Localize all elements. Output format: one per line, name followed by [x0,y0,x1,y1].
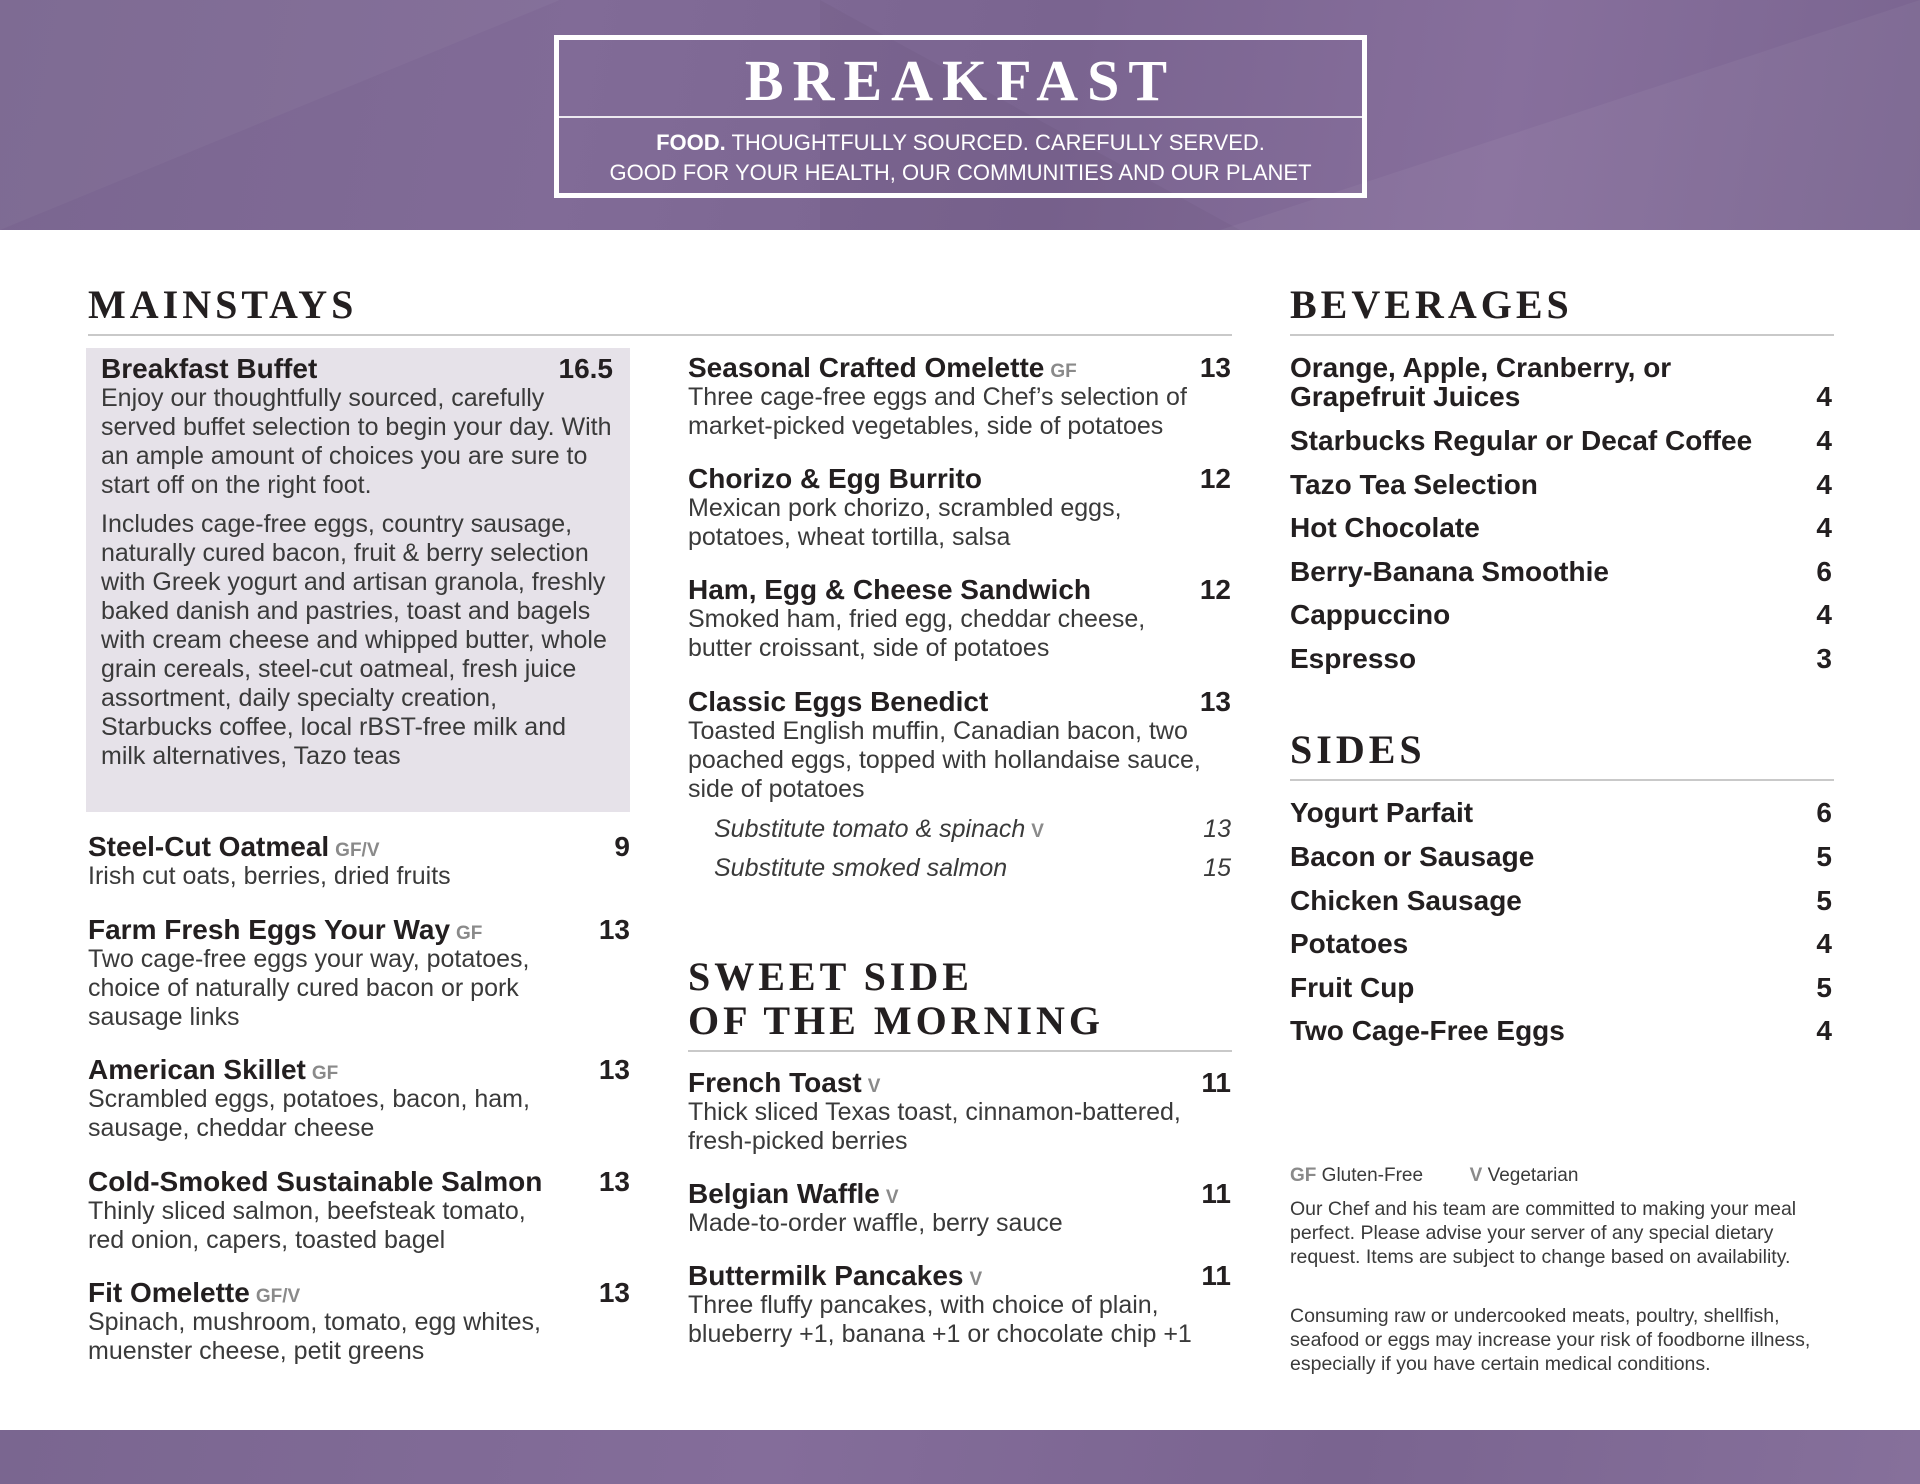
tagline-rest: THOUGHTFULLY SOURCED. CAREFULLY SERVED. [725,130,1265,155]
item-name: Cold-Smoked Sustainable Salmon [88,1166,543,1197]
side-item [1290,842,1832,871]
item-description: Toasted English muffin, Canadian bacon, two poached eggs, topped with hollandaise sauce, side of potatoes [688,717,1201,803]
item-description-includes: Includes cage-free eggs, country sausage, naturally cured bacon, fruit & berry selection with Greek yogurt and artisan granola, freshly baked danish and pastries, toast and bagels with cream cheese and whipped butter, whole grain cereals, steel-cut oatmeal, fresh juice assortment, daily specialty creation, Starbucks coffee, local rBST-free milk and milk alternatives, Tazo teas [101,510,607,770]
item-name: Classic Eggs Benedict [688,686,989,717]
side-item [1290,798,1832,827]
side-price: 5 [1816,841,1832,872]
beverage-name [1290,353,1671,411]
page-title: BREAKFAST [744,48,1177,113]
beverage-name: Tazo Tea Selection [1290,469,1538,500]
menu-item [88,1167,630,1255]
item-description: Made-to-order waffle, berry sauce [688,1209,1063,1237]
section-title-sides: SIDES [1290,727,1426,772]
beverage-price: 3 [1816,643,1832,674]
item-price: 12 [1199,463,1231,494]
section-rule-beverages [1290,334,1834,336]
menu-item [688,575,1231,663]
substitution-name: Substitute smoked salmon [714,854,1008,882]
beverage-name: Hot Chocolate [1290,512,1480,543]
dietary-tag: V [1031,821,1044,842]
item-description: Thick sliced Texas toast, cinnamon-battered, fresh-picked berries [688,1098,1181,1155]
item-price: 13 [1199,686,1231,717]
item-name: Seasonal Crafted Omelette [688,352,1045,383]
beverage-name: Cappuccino [1290,599,1451,630]
side-price: 4 [1816,1015,1832,1046]
item-description: Irish cut oats, berries, dried fruits [88,862,451,890]
menu-item [688,687,1231,804]
dietary-tag: V [885,1187,899,1208]
menu-item [88,1055,630,1143]
item-name: Fit Omelette [88,1277,250,1308]
beverage-item [1290,513,1832,542]
menu-item [688,1179,1231,1238]
section-rule-sweet-side [688,1050,1232,1052]
title-divider [559,116,1362,118]
substitution-option [714,815,1231,846]
item-description: Spinach, mushroom, tomato, egg whites, muenster cheese, petit greens [88,1308,542,1365]
substitution-price: 15 [1203,854,1231,882]
menu-item [688,353,1231,441]
beverage-name: Starbucks Regular or Decaf Coffee [1290,425,1753,456]
item-name: Chorizo & Egg Burrito [688,463,982,494]
menu-item-breakfast-buffet [101,354,613,771]
menu-item [688,1068,1231,1156]
legend-key-v: V [1469,1165,1483,1186]
item-name: Belgian Waffle [688,1178,880,1209]
item-name: American Skillet [88,1054,306,1085]
beverage-item [1290,426,1832,455]
footer-banner [0,1430,1920,1484]
item-description: Smoked ham, fried egg, cheddar cheese, butter croissant, side of potatoes [688,605,1146,662]
beverage-price: 4 [1816,425,1832,456]
section-title-beverages: BEVERAGES [1290,282,1573,327]
dietary-tag: V [969,1269,983,1290]
chef-note: Our Chef and his team are committed to making your meal perfect. Please advise your server of any special dietary request. Items are subject to change based on availability. [1290,1198,1797,1268]
dietary-tag: V [867,1076,881,1097]
dietary-tag: GF [311,1063,339,1084]
beverage-item [1290,600,1832,629]
section-title-line-2: OF THE MORNING [688,998,1105,1043]
item-description: Scrambled eggs, potatoes, bacon, ham, sausage, cheddar cheese [88,1085,530,1142]
beverage-item [1290,557,1832,586]
side-price: 5 [1816,885,1832,916]
menu-item [688,1261,1231,1349]
item-description: Mexican pork chorizo, scrambled eggs, potatoes, wheat tortilla, salsa [688,494,1122,551]
beverage-name-line-2: Grapefruit Juices [1290,381,1521,412]
tagline [559,128,1362,188]
side-name: Bacon or Sausage [1290,841,1535,872]
legend-label-v: Vegetarian [1482,1165,1579,1186]
item-name: French Toast [688,1067,862,1098]
section-title-mainstays: MAINSTAYS [88,282,358,327]
side-item [1290,973,1832,1002]
item-description: Three cage-free eggs and Chef’s selection of market-picked vegetables, side of potatoes [688,383,1187,440]
item-price: 13 [1199,352,1231,383]
section-title-line-1: SWEET SIDE [688,954,973,999]
beverage-name: Berry-Banana Smoothie [1290,556,1609,587]
beverage-name-line-1: Orange, Apple, Cranberry, or [1290,352,1672,383]
tagline-bold: FOOD. [656,130,726,155]
menu-item [88,915,630,1032]
side-item [1290,929,1832,958]
beverage-item [1290,353,1832,411]
section-rule-sides [1290,779,1834,781]
item-name: Farm Fresh Eggs Your Way [88,914,451,945]
menu-item [88,1278,630,1366]
item-price: 11 [1201,1178,1231,1209]
item-price: 11 [1201,1260,1231,1291]
dietary-tag: GF [456,923,483,944]
item-name: Ham, Egg & Cheese Sandwich [688,574,1091,605]
legend-label-gf: Gluten-Free [1316,1165,1424,1186]
side-name: Two Cage-Free Eggs [1290,1015,1565,1046]
item-price: 13 [598,914,630,945]
side-name: Chicken Sausage [1290,885,1522,916]
title-frame [554,35,1367,198]
item-price: 16.5 [558,353,613,384]
dietary-tag: GF/V [255,1286,301,1307]
side-item [1290,1016,1832,1045]
dietary-tag: GF/V [335,840,380,861]
side-name: Fruit Cup [1290,972,1415,1003]
banner-facet [0,0,560,230]
menu-item [88,832,630,891]
side-name: Potatoes [1290,928,1409,959]
beverage-price: 4 [1816,599,1832,630]
side-price: 5 [1816,972,1832,1003]
section-title-sweet-side [688,955,1104,1043]
item-price: 13 [598,1054,630,1085]
beverage-item [1290,644,1832,673]
item-description: Three fluffy pancakes, with choice of plain, blueberry +1, banana +1 or chocolate chip +1 [688,1291,1192,1348]
substitution-price: 13 [1203,815,1231,843]
menu-item [688,464,1231,552]
substitution-option [714,854,1231,883]
dietary-tag: GF [1050,361,1077,382]
beverage-name: Espresso [1290,643,1417,674]
tagline-line-1 [559,128,1362,158]
item-name: Breakfast Buffet [101,353,318,384]
side-price: 6 [1816,797,1832,828]
beverage-price: 6 [1816,556,1832,587]
item-price: 13 [598,1277,630,1308]
beverage-price: 4 [1816,381,1832,412]
beverage-price: 4 [1816,512,1832,543]
item-description: Thinly sliced salmon, beefsteak tomato, red onion, capers, toasted bagel [88,1197,526,1254]
dietary-legend [1290,1164,1578,1188]
item-price: 12 [1199,574,1231,605]
side-item [1290,886,1832,915]
legend-key-gf: GF [1290,1165,1317,1186]
item-name: Steel-Cut Oatmeal [88,831,330,862]
header-banner [0,0,1920,230]
beverage-price: 4 [1816,469,1832,500]
section-rule-mainstays [88,334,1232,336]
side-price: 4 [1816,928,1832,959]
item-price: 9 [614,831,630,862]
item-description: Enjoy our thoughtfully sourced, carefully served buffet selection to begin your day. With an ample amount of choices you are sure to start off on the right foot. [101,384,612,499]
item-price: 13 [598,1166,630,1197]
beverage-item [1290,470,1832,499]
item-description: Two cage-free eggs your way, potatoes, choice of naturally cured bacon or pork sausage links [88,945,530,1031]
item-price: 11 [1201,1067,1231,1098]
food-safety-note: Consuming raw or undercooked meats, poultry, shellfish, seafood or eggs may increase your risk of foodborne illness, especially if you have certain medical conditions. [1290,1305,1811,1375]
tagline-line-2: GOOD FOR YOUR HEALTH, OUR COMMUNITIES AND OUR PLANET [609,160,1312,185]
side-name: Yogurt Parfait [1290,797,1474,828]
item-name: Buttermilk Pancakes [688,1260,964,1291]
substitution-name: Substitute tomato & spinach [714,815,1026,843]
